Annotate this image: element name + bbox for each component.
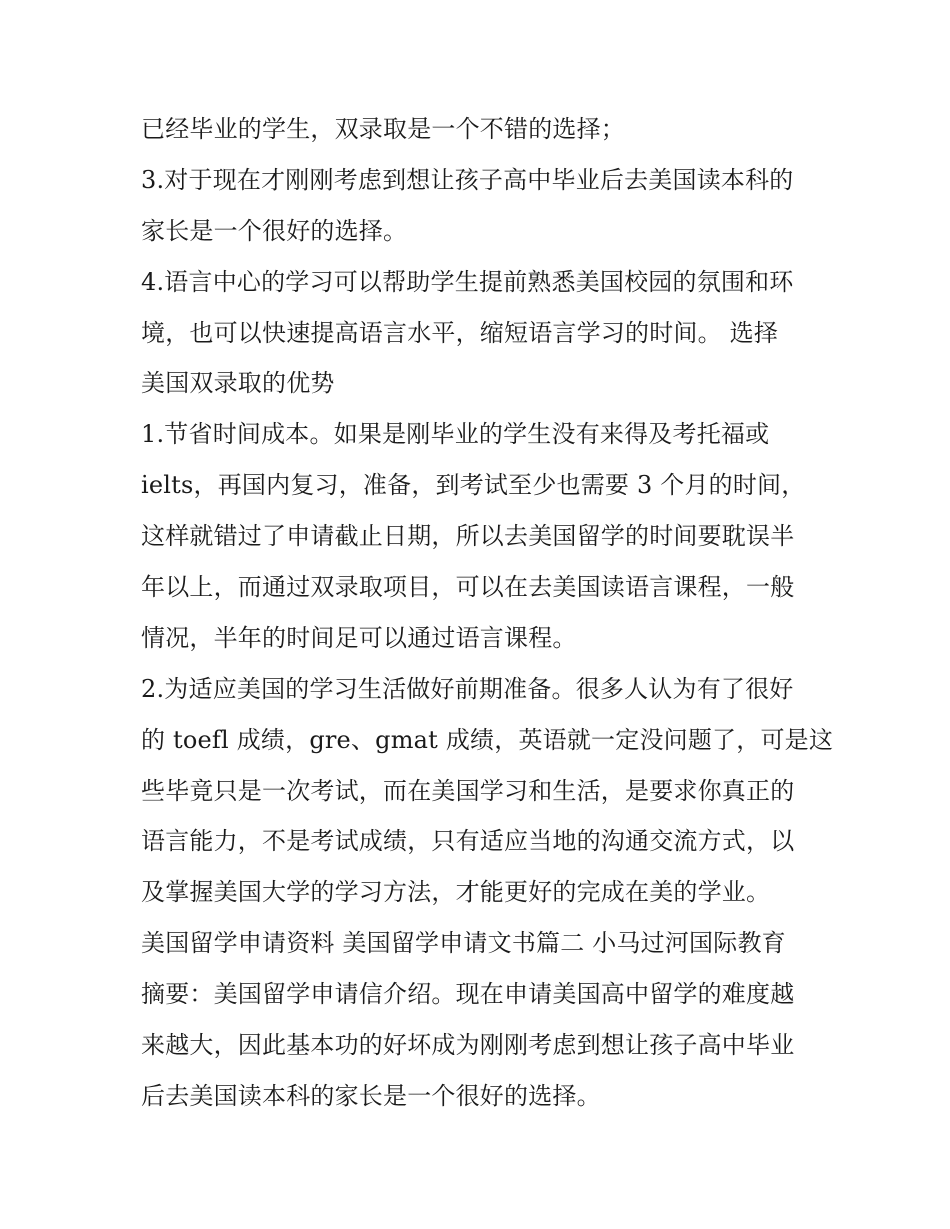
text-line: ielts，再国内复习，准备，到考试至少也需要 3 个月的时间， — [141, 471, 806, 500]
text-line: 3.对于现在才刚刚考虑到想让孩子高中毕业后去美国读本科的 — [141, 165, 794, 194]
text-line: 些毕竟只是一次考试，而在美国学习和生活，是要求你真正的 — [141, 776, 795, 805]
text-line: 后去美国读本科的家长是一个很好的选择。 — [141, 1081, 601, 1110]
text-line: 的 toefl 成绩，gre、gmat 成绩，英语就一定没问题了，可是这 — [141, 725, 834, 754]
text-line: 摘要：美国留学申请信介绍。现在申请美国高中留学的难度越 — [141, 980, 795, 1009]
document-body — [141, 104, 834, 1122]
text-line: 2.为适应美国的学习生活做好前期准备。很多人认为有了很好 — [141, 674, 794, 703]
text-line: 来越大，因此基本功的好坏成为刚刚考虑到想让孩子高中毕业 — [141, 1031, 795, 1060]
text-line: 情况，半年的时间足可以通过语言课程。 — [141, 623, 577, 652]
text-line: 4.语言中心的学习可以帮助学生提前熟悉美国校园的氛围和环 — [141, 267, 794, 296]
text-line: 1.节省时间成本。如果是刚毕业的学生没有来得及考托福或 — [141, 420, 770, 449]
text-line: 境，也可以快速提高语言水平，缩短语言学习的时间。 选择 — [141, 318, 779, 347]
text-line: 家长是一个很好的选择。 — [141, 216, 408, 245]
text-line: 语言能力，不是考试成绩，只有适应当地的沟通交流方式，以 — [141, 827, 795, 856]
text-line: 美国留学申请资料 美国留学申请文书篇二 小马过河国际教育 — [141, 929, 786, 958]
text-line: 已经毕业的学生，双录取是一个不错的选择； — [141, 115, 625, 143]
text-line: 及掌握美国大学的学习方法，才能更好的完成在美的学业。 — [141, 878, 771, 907]
section-heading: 美国双录取的优势 — [141, 369, 335, 398]
text-line: 年以上，而通过双录取项目，可以在去美国读语言课程，一般 — [141, 573, 795, 602]
text-line: 这样就错过了申请截止日期，所以去美国留学的时间要耽误半 — [141, 522, 795, 551]
